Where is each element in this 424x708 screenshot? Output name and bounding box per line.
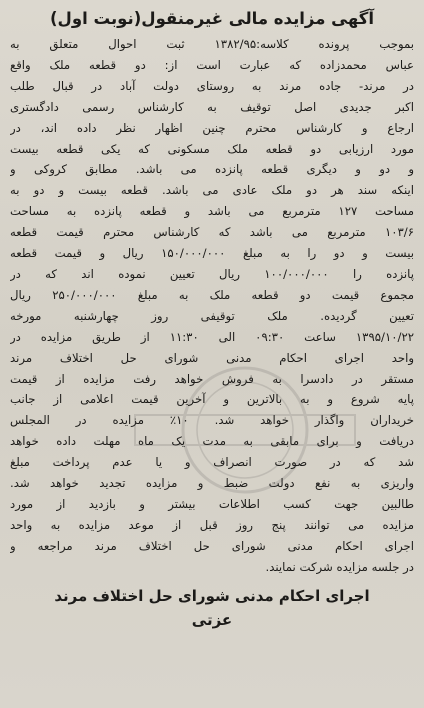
notice-line: در مرند- جاده مرند به روستای دولت آباد در قبال طلب	[10, 78, 414, 93]
notice-line: اجرای احکام مدنی شورای حل اختلاف مرند مراجعه و	[10, 538, 414, 553]
notice-line: ۱۳۹۵/۱۰/۲۲ ساعت ۰۹:۳۰ الی ۱۱:۳۰ از طریق مزایده در	[10, 329, 414, 344]
notice-line: دریافت و برای مابقی به مدت یک ماه مهلت داده خواهد	[10, 434, 414, 449]
notice-body	[10, 34, 414, 578]
notice-line: در جلسه مزایده شرکت نمایند.	[265, 559, 414, 574]
notice-line: پانزده را ۱۰۰/۰۰۰/۰۰۰ ریال تعیین نموده اند که در	[10, 266, 414, 281]
notice-line: عباس محمدزاده که عبارت است از: دو قطعه ملک واقع	[10, 57, 414, 72]
notice-line: طالبین جهت کسب اطلاعات بیشتر و بازدید از مورد	[10, 496, 414, 511]
notice-title: آگهی مزایده مالی غیرمنقول(نوبت اول)	[50, 9, 374, 28]
issuer-name: اجرای احکام مدنی شورای حل اختلاف مرند	[54, 586, 370, 605]
notice-line: مجموع قیمت دو قطعه ملک به مبلغ ۲۵۰/۰۰۰/۰۰۰ ریال	[10, 287, 414, 302]
notice-line: ارجاع و کارشناس محترم چنین اظهار نظر داده اند، در	[10, 120, 414, 135]
notice-line: واریزی به نفع دولت ضبط و مزایده تجدید خواهد شد.	[10, 476, 414, 491]
notice-line: مستقر در دادسرا به فروش خواهد رفت مزایده از قیمت	[10, 371, 414, 386]
notice-line: پایه شروع و به بالاترین و آخرین قیمت اعلامی از جانب	[10, 392, 414, 407]
notice-line: و دو و دیگری قطعه پانزده می باشد. مطابق کروکی و	[10, 162, 414, 177]
notice-line: خریداران واگذار خواهد شد. ۱۰٪ مزایده در المجلس	[10, 413, 414, 428]
notice-line: مساحت ۱۲۷ مترمربع می باشد و قطعه پانزده به مساحت	[10, 204, 414, 219]
notice-line: اکبر جدیدی اصل توقیف به کارشناس رسمی دادگستری	[10, 99, 414, 114]
notice-line: ۱۰۳/۶ مترمربع می باشد که کارشناس محترم قیمت قطعه	[10, 225, 414, 240]
notice-line: بموجب پرونده کلاسه:۱۳۸۲/۹۵ ثبت احوال متعلق به	[10, 37, 414, 51]
notice-line: واحد اجرای احکام مدنی شورای حل اختلاف مرند	[10, 350, 414, 365]
notice-line: بیست و دو را به مبلغ ۱۵۰/۰۰۰/۰۰۰ ریال و قیمت قطعه	[10, 246, 414, 261]
notice-line: مزایده می توانند پنج روز قبل از موعد مزایده به واحد	[10, 517, 414, 532]
signature-name: عزتی	[191, 610, 233, 629]
notice-line: شد که در صورت انصراف و یا عدم پرداخت مبلغ	[10, 455, 414, 470]
notice-line: مورد ارزیابی دو قطعه ملک مسکونی که یکی قطعه بیست	[10, 141, 414, 156]
notice-line: اینکه سند هر دو ملک عادی می باشد. قطعه بیست و دو به	[10, 183, 414, 198]
notice-line: تعیین گردیده. ملک توقیفی روز چهارشنبه مورخه	[10, 308, 414, 323]
